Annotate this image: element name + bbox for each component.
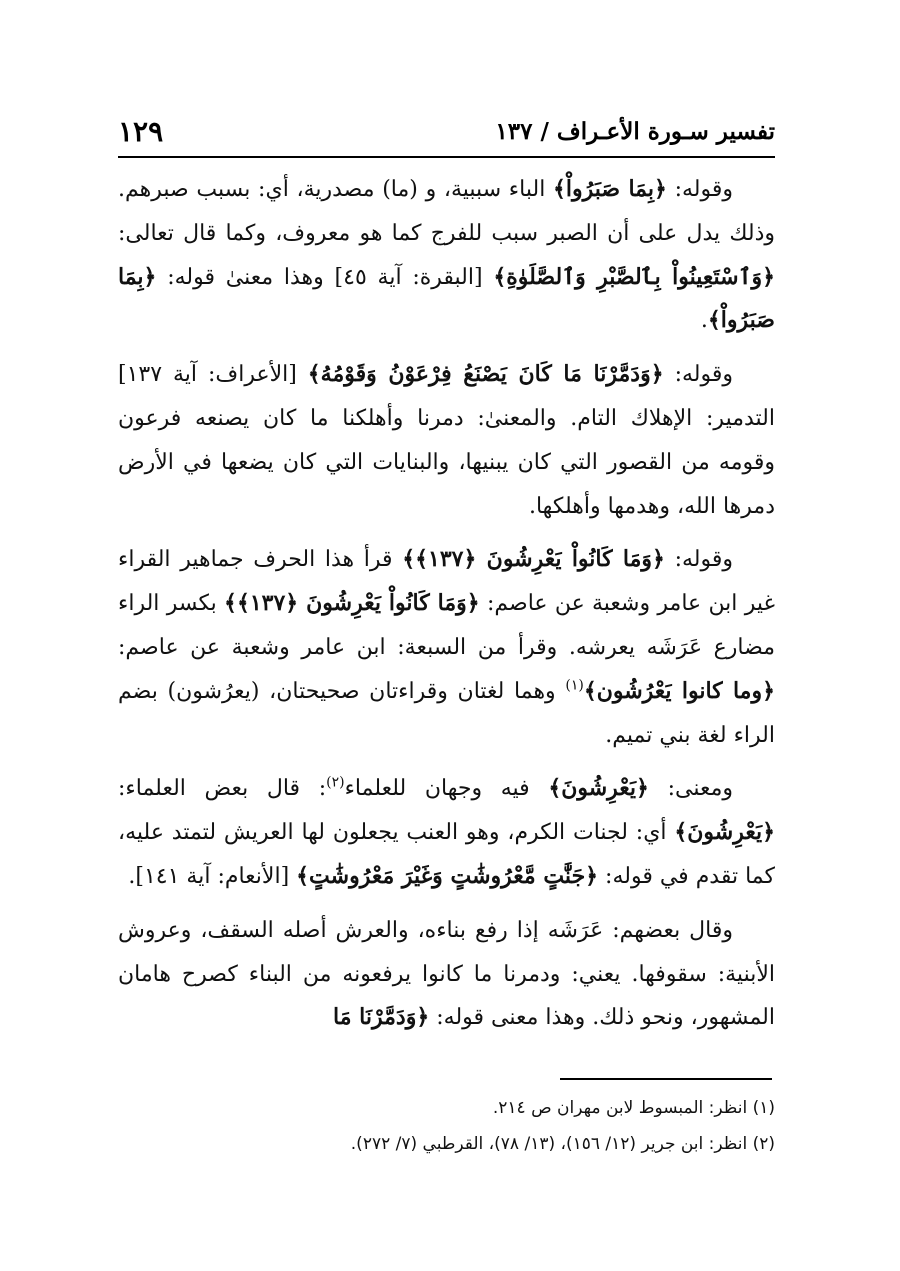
paragraph xyxy=(118,538,775,757)
footnote-1: (١) انظر: المبسوط لابن مهران ص ٢١٤. xyxy=(492,1098,775,1118)
paragraph xyxy=(118,168,775,343)
reading-variant: ﴿وما كانوا يَعْرُشُون﴾ xyxy=(583,677,775,704)
quran-verse: ﴿يَعْرِشُونَ﴾ xyxy=(674,819,775,846)
text-run: الباء سببية، و (ما) مصدرية، أي: بسبب صبرهم. وذلك يدل على أن الصبر سبب للفرج كما هو معروف، وكما قال تعالى: xyxy=(118,177,775,246)
running-title: تفسير سـورة الأعـراف / ١٣٧ xyxy=(495,117,775,145)
paragraph xyxy=(118,353,775,528)
text-run: أي: لجنات الكرم، وهو العنب يجعلون لها العريش لتمتد عليه، كما تقدم في قوله: xyxy=(118,820,775,889)
paragraph xyxy=(118,909,775,1040)
text-run: [الأنعام: آية ١٤١]. xyxy=(128,863,297,889)
footnote-ref: (٢) xyxy=(326,775,345,792)
paragraph xyxy=(118,767,775,898)
footnotes xyxy=(118,1090,775,1162)
quran-verse: ﴿وَدَمَّرْنَا مَا xyxy=(333,1004,430,1031)
text-run: وقوله: xyxy=(666,177,733,202)
footnote-ref: (١) xyxy=(565,677,584,694)
quran-verse: ﴿وَمَا كَانُواْ يَعْرِشُونَ ﴿١٣٧﴾﴾ xyxy=(224,590,480,617)
quran-verse: ﴿وَمَا كَانُواْ يَعْرِشُونَ ﴿١٣٧﴾﴾ xyxy=(402,546,665,573)
text-run: : قال بعض العلماء: xyxy=(118,776,327,802)
text-run: وقال بعضهم: عَرَشَه إذا رفع بناءه، والعرش أصله السقف، وعروش الأبنية: سقوفها. يعني: ودمرنا ما كانوا يرفعونه من البناء كصرح هامان المشهور، ونحو ذلك. وهذا معنى قوله: xyxy=(118,917,775,1031)
quran-verse: ﴿وَدَمَّرْنَا مَا كَانَ يَصْنَعُ فِرْعَوْنُ وَقَوْمُهُ﴾ xyxy=(307,361,664,388)
header-rule xyxy=(118,156,775,158)
text-run: قرأ هذا الحرف جماهير القراء غير ابن عامر وشعبة عن عاصم: xyxy=(118,547,775,617)
footnote-2: (٢) انظر: ابن جرير (١٢/ ١٥٦)، (١٣/ ٧٨)، القرطبي (٧/ ٢٧٢). xyxy=(350,1134,775,1154)
page-number: ١٢٩ xyxy=(118,114,164,148)
quran-verse: ﴿بِمَا صَبَرُواْ﴾ xyxy=(553,176,667,202)
text-run: بكسر الراء مضارع عَرَشَه يعرشه. وقرأ من السبعة: ابن عامر وشعبة عن عاصم: xyxy=(118,591,775,660)
text-run: فيه وجهان للعلماء xyxy=(344,776,549,802)
text-run: ومعنى: xyxy=(648,776,733,802)
page-header xyxy=(118,108,775,154)
text-run: . xyxy=(700,308,708,334)
text-run: [الأعراف: آية ١٣٧] التدمير: الإهلاك التام. والمعنىٰ: دمرنا وأهلكنا ما كان يصنعه فرعون وقومه من القصور التي كان يبنيها، والبنايات التي كان يضعها في الأرض دمرها الله، وهدمها وأهلكها. xyxy=(118,362,775,519)
quran-verse: ﴿وَٱسْتَعِينُواْ بِٱلصَّبْرِ وَٱلصَّلَوٰةِ﴾ xyxy=(493,263,775,290)
text-run: وقوله: xyxy=(664,547,733,573)
main-text xyxy=(118,168,775,1050)
quran-verse: ﴿جَنَّٰتٍ مَّعْرُوشَٰتٍ وَغَيْرَ مَعْرُوشَٰتٍ﴾ xyxy=(296,862,599,889)
text-run: وهما لغتان وقراءتان صحيحتان، (يعرُشون) بضم الراء لغة بني تميم. xyxy=(118,678,775,748)
quran-verse: ﴿يَعْرِشُونَ﴾ xyxy=(548,775,649,802)
quran-verse: ﴿بِمَا صَبَرُواْ﴾ xyxy=(118,263,775,334)
text-run: [البقرة: آية ٤٥] وهذا معنىٰ قوله: xyxy=(156,264,494,290)
text-run: وقوله: xyxy=(663,362,733,388)
footnote-rule xyxy=(560,1078,772,1080)
